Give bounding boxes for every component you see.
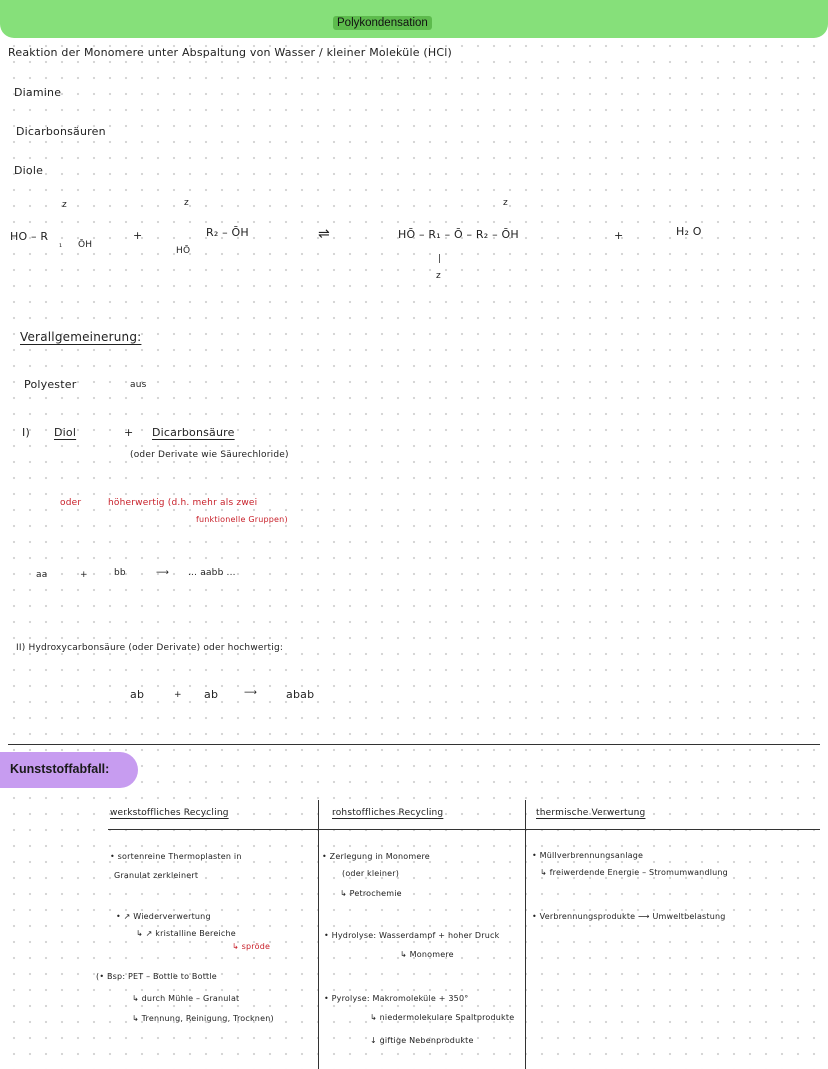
col2-line: (oder kleiner)	[342, 869, 400, 878]
table-header-line	[108, 829, 820, 830]
col3-header: thermische Verwertung	[536, 808, 646, 818]
table-column-divider	[318, 800, 319, 1069]
waste-section-label	[0, 752, 138, 788]
generalization-heading: Verallgemeinerung:	[20, 330, 142, 344]
col1-line: ↳ ↗ kristalline Bereiche	[136, 929, 236, 938]
aus-label: aus	[130, 380, 147, 390]
col2-line: ↳ niedermolekulare Spaltprodukte	[370, 1013, 515, 1022]
waste-label-text: Kunststoffabfall:	[10, 762, 110, 776]
page-title: Polykondensation	[333, 16, 432, 30]
reaction-arrow: ⟶	[156, 568, 170, 578]
plus-sign: +	[614, 229, 624, 242]
plus-sign: +	[80, 570, 88, 580]
case2-line: II) Hydroxycarbonsäure (oder Derivate) oder hochwertig:	[16, 643, 284, 653]
col1-line: (• Bsp: PET – Bottle to Bottle	[96, 972, 217, 981]
diamine-label: Diamine	[14, 86, 62, 99]
col2-line: ↳ Petrochemie	[340, 889, 402, 898]
table-column-divider	[525, 800, 526, 1069]
col1-line: • ↗ Wiederverwertung	[116, 912, 211, 921]
water-formula: H₂ O	[676, 225, 702, 238]
product-bar: |	[438, 254, 442, 264]
case1-red-note-2: funktionelle Gruppen)	[196, 515, 288, 524]
col1-line: ↳ durch Mühle – Granulat	[132, 994, 240, 1003]
col1-line: Granulat zerkleinert	[114, 871, 199, 880]
case1-red-note-1: höherwertig (d.h. mehr als zwei	[108, 498, 258, 508]
case1-note: (oder Derivate wie Säurechloride)	[130, 450, 289, 460]
col3-line: • Verbrennungsprodukte ⟶ Umweltbelastung	[532, 912, 726, 921]
case1-aa: aa	[36, 570, 48, 580]
section-divider	[8, 744, 820, 745]
case1-diol: Diol	[54, 426, 77, 439]
col1-line: ↳ Trennung, Reinigung, Trocknen)	[132, 1014, 274, 1023]
case1-bb: bb	[114, 568, 126, 578]
col3-line: ↳ freiwerdende Energie – Stromumwandlung	[540, 868, 728, 877]
case2-ab-1: ab	[130, 688, 145, 701]
case1-oder: oder	[60, 498, 82, 508]
reactant2-main: R₂ – ŌH	[206, 226, 249, 239]
reactant2-ho: HŌ	[176, 246, 191, 256]
reactant1-top: z	[62, 200, 67, 210]
col3-line: • Müllverbrennungsanlage	[532, 851, 644, 860]
case1-number: I)	[22, 426, 30, 439]
reactant2-top: z	[184, 198, 189, 208]
col1-line-red: ↳ spröde	[232, 942, 271, 951]
case1-result: ... aabb ...	[188, 568, 236, 578]
case2-result: abab	[286, 688, 315, 701]
col2-line: • Pyrolyse: Makromoleküle + 350°	[324, 994, 469, 1003]
reaction-arrow: ⟶	[244, 688, 258, 698]
dicarbonsaeuren-label: Dicarbonsäuren	[16, 125, 106, 138]
col2-line: • Hydrolyse: Wasserdampf + hoher Druck	[324, 931, 500, 940]
product-bottom: z	[436, 271, 441, 281]
plus-sign: +	[124, 426, 134, 439]
polyester-label: Polyester	[24, 378, 77, 391]
col2-line: ↓ giftige Nebenprodukte	[370, 1036, 474, 1045]
equilibrium-arrow: ⇌	[318, 226, 330, 242]
intro-line: Reaktion der Monomere unter Abspaltung von Wasser / kleiner Moleküle (HCl)	[8, 46, 452, 59]
col1-line: • sortenreine Thermoplasten in	[110, 852, 242, 861]
col1-header: werkstoffliches Recycling	[110, 808, 229, 818]
col2-line: • Zerlegung in Monomere	[322, 852, 430, 861]
reactant1-main: HO – R	[10, 230, 49, 243]
plus-sign: +	[174, 690, 182, 700]
col2-header: rohstoffliches Recycling	[332, 808, 444, 818]
product-main: HŌ – R₁ – Ō – R₂ – ŌH	[398, 228, 519, 241]
reactant1-sub: ₁	[59, 240, 63, 249]
reactant1-oh: ŌH	[78, 240, 93, 250]
case2-ab-2: ab	[204, 688, 219, 701]
diole-label: Diole	[14, 164, 44, 177]
col2-line: ↳ Monomere	[400, 950, 454, 959]
product-top: z	[503, 198, 508, 208]
case1-dicarbonsaeure: Dicarbonsäure	[152, 426, 235, 439]
plus-sign: +	[133, 229, 143, 242]
